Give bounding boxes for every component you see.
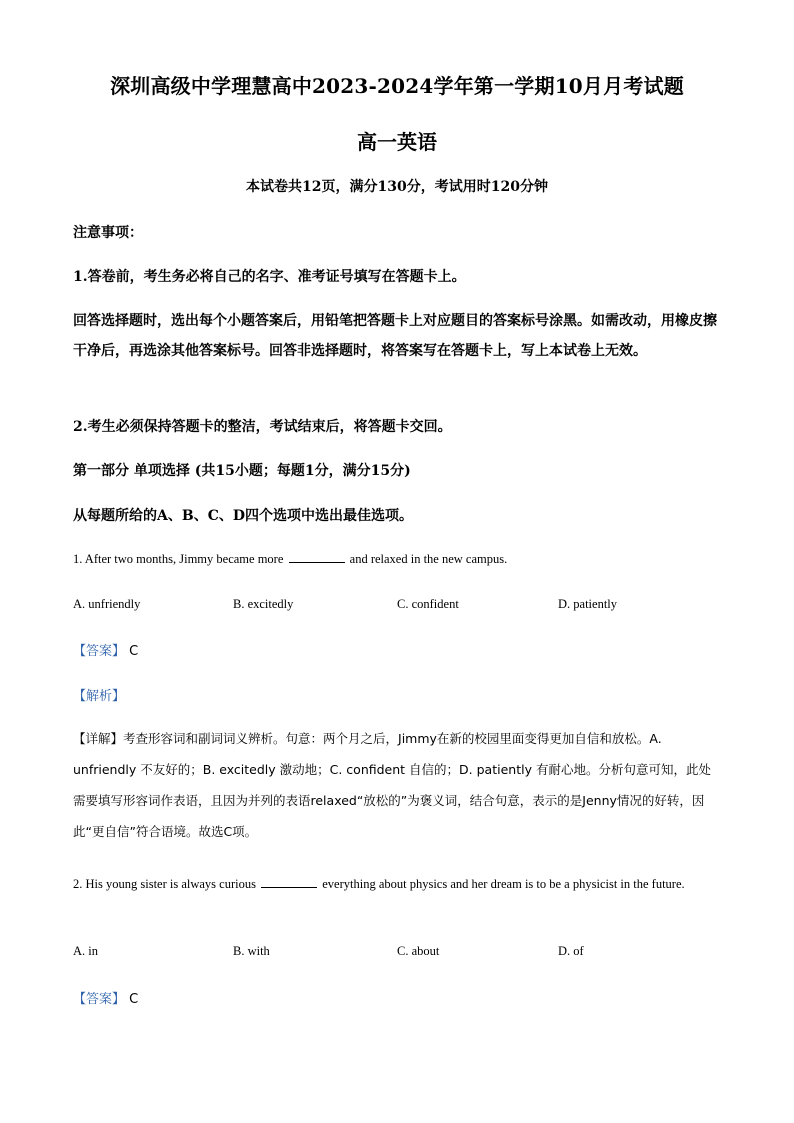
question-1-option-d: D. patiently bbox=[558, 597, 618, 611]
notes-item-1: 1.答卷前，考生务必将自己的名字、准考证号填写在答题卡上。 bbox=[73, 269, 466, 285]
notes-item-1b: 回答选择题时，选出每个小题答案后，用铅笔把答题卡上对应题目的答案标号涂黑。如需改动，用橡皮擦干净后，再选涂其他答案标号。回答非选择题时，将答案写在答题卡上，写上本试卷上无效。 bbox=[73, 313, 717, 359]
question-2-stem bbox=[73, 869, 723, 900]
question-1-answer-label: 【答案】 bbox=[73, 644, 126, 659]
question-1-analysis-label: 【解析】 bbox=[73, 689, 126, 704]
question-1-detail bbox=[73, 723, 723, 847]
question-1-blank bbox=[289, 552, 345, 563]
exam-title: 深圳高级中学理慧高中2023-2024学年第一学期10月月考试题 bbox=[110, 74, 684, 98]
section-instruction: 从每题所给的A、B、C、D四个选项中选出最佳选项。 bbox=[73, 508, 413, 524]
question-2-stem-before: 2. His young sister is always curious bbox=[73, 877, 256, 891]
notes-heading: 注意事项： bbox=[73, 225, 143, 241]
exam-info: 本试卷共12页，满分130分，考试用时120分钟 bbox=[246, 179, 548, 195]
question-2-answer bbox=[73, 988, 138, 1007]
question-1-stem-before: 1. After two months, Jimmy became more bbox=[73, 552, 284, 566]
question-1-option-a: A. unfriendly bbox=[73, 597, 141, 611]
question-2-option-d: D. of bbox=[558, 944, 584, 958]
question-1-stem-after: and relaxed in the new campus. bbox=[349, 552, 508, 566]
question-2-options bbox=[73, 944, 723, 964]
question-2-answer-label: 【答案】 bbox=[73, 992, 126, 1007]
question-1-stem bbox=[73, 552, 723, 567]
section-heading: 第一部分 单项选择 (共15小题；每题1分，满分15分) bbox=[73, 463, 411, 479]
question-1-detail-label: 【详解】 bbox=[73, 731, 124, 746]
question-2-answer-value: C bbox=[129, 992, 139, 1007]
question-2-option-c: C. about bbox=[397, 944, 440, 958]
question-1-analysis bbox=[73, 685, 125, 704]
question-2-option-b: B. with bbox=[233, 944, 270, 958]
question-2-blank bbox=[261, 877, 317, 888]
question-2-option-a: A. in bbox=[73, 944, 98, 958]
question-1-detail-text: 考查形容词和副词词义辨析。句意：两个月之后，Jimmy在新的校园里面变得更加自信和放松。A. unfriendly 不友好的；B. excitedly 激动地；C. confident 自信的；D. patiently 有耐心地。分析句意可知，此处需要填写形容词作表语，且因为并列的表语relaxed“放松的”为褒义词，结合句意，表示的是Jenny情况的好转，因此“更自信”符合语境。故选C项。 bbox=[73, 731, 711, 839]
question-1-answer-value: C bbox=[129, 644, 139, 659]
question-1-options bbox=[73, 597, 723, 617]
question-1-answer bbox=[73, 640, 138, 659]
notes-item-2: 2.考生必须保持答题卡的整洁，考试结束后，将答题卡交回。 bbox=[73, 419, 452, 435]
question-1-option-c: C. confident bbox=[397, 597, 459, 611]
question-2-stem-after: everything about physics and her dream is to be a physicist in the future. bbox=[322, 877, 685, 891]
question-1-option-b: B. excitedly bbox=[233, 597, 294, 611]
exam-subtitle: 高一英语 bbox=[357, 130, 437, 154]
